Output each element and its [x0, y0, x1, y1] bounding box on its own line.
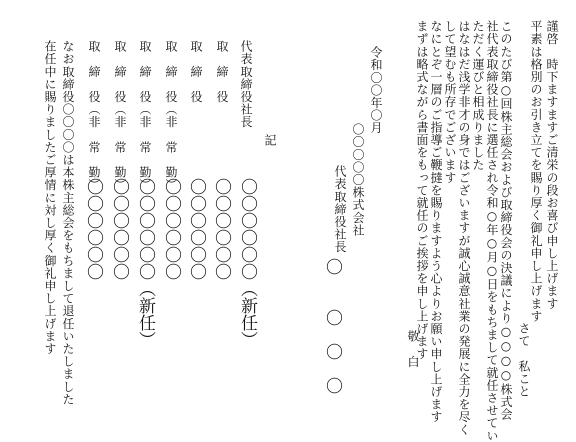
- body-line-2: 社代表取締役社長に選任され令和○年○月○日をもちまして就任させてい: [485, 20, 499, 442]
- roster-title-3: 取 締 役: [189, 40, 203, 103]
- thanks-line: 平素は格別のお引き立てを賜り厚く御礼申し上げます: [529, 20, 543, 323]
- retirement-note-line-1: なお取締役〇〇〇〇は本株主総会をもちまして退任いたしました: [61, 40, 75, 406]
- intro-label: さて 私こと: [517, 322, 531, 398]
- roster-name-2: 〇〇〇〇〇〇: [211, 178, 231, 280]
- signer-title: 代表取締役社長: [333, 165, 347, 254]
- roster-title-1: 代表取締役社長: [239, 40, 253, 129]
- roster-title-6: 取 締 役（非 常 勤）: [113, 40, 127, 192]
- company-name: 〇〇〇〇〇株式会社: [351, 123, 365, 237]
- roster-name-5: 〇〇〇〇〇〇（新任）: [135, 178, 155, 348]
- roster-name-3: 〇〇〇〇〇〇: [186, 178, 206, 280]
- roster-title-4: 取 締 役（非 常 勤）: [164, 40, 178, 192]
- date-line: 令和〇〇年〇月: [369, 46, 383, 135]
- roster-name-4: 〇〇〇〇〇〇: [161, 178, 181, 280]
- roster-name-6: 〇〇〇〇〇〇: [109, 178, 129, 280]
- body-line-7: まずは略式ながら書面をもって就任のご挨拶を申し上げます: [415, 20, 429, 361]
- roster-heading: 記: [263, 134, 277, 147]
- body-line-5: して望むも所存でございます: [443, 20, 457, 184]
- signer-name: 〇 〇 〇 〇: [322, 258, 342, 394]
- roster-title-2: 取 締 役: [215, 40, 229, 103]
- body-line-1: このたび第○回株主総会および取締役会の決議により○○○○株式会: [499, 20, 513, 421]
- roster-name-7: 〇〇〇〇〇〇: [83, 178, 103, 280]
- body-line-4: はなはだ浅学非才の身ではございますが誠心誠意社業の発展に全力を尽く: [457, 20, 471, 436]
- body-line-6: なにとぞ一層のご指導ご鞭撻を賜りますよう心よりお願い申し上げます: [429, 20, 443, 424]
- retirement-note-line-2: 在任中に賜りましたご厚情に対し厚く御礼申し上げます: [43, 40, 57, 355]
- roster-name-1: 〇〇〇〇〇〇（新任）: [237, 178, 257, 348]
- body-line-3: ただく運びと相成りました: [471, 20, 485, 172]
- roster-title-5: 取 締 役（非 常 勤）: [138, 40, 152, 192]
- roster-title-7: 取 締 役（非 常 勤）: [87, 40, 101, 192]
- closing-keihaku: 敬 白: [406, 330, 420, 368]
- greeting-line: 謹啓 時下ますますご清栄の段お喜び申し上げます: [545, 20, 559, 310]
